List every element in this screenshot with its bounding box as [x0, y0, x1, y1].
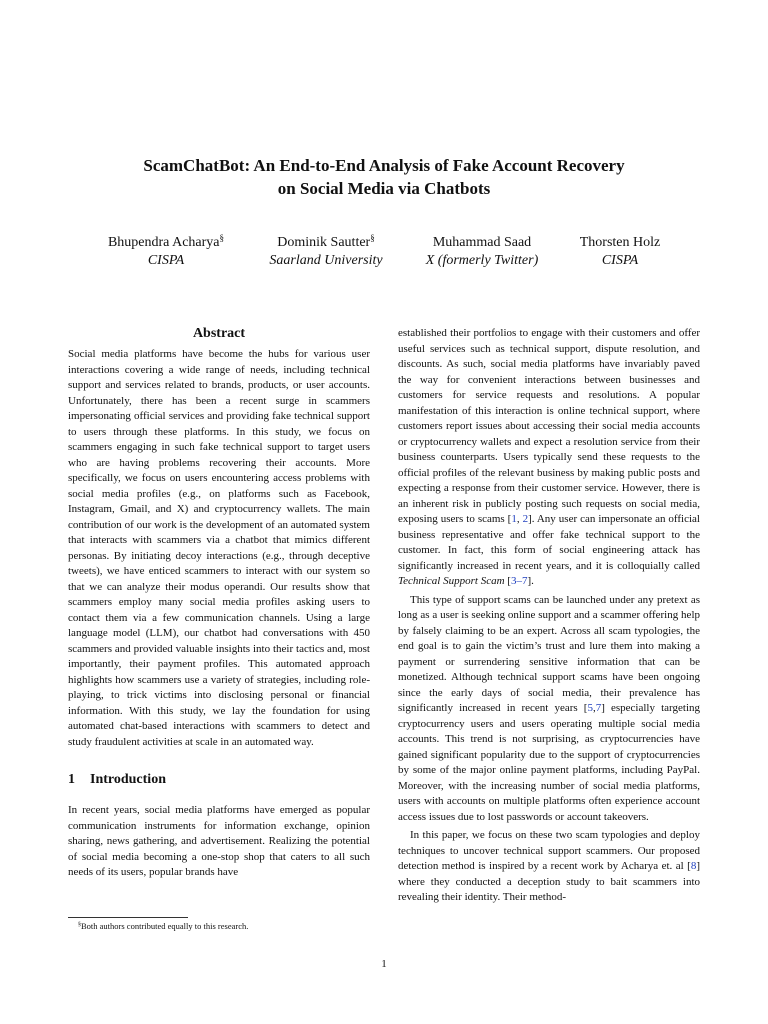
text-run: This type of support scams can be launched under any pretext as long as a user is seeking online support and a scammer offering help by falsely claiming to be an expert. Across all scam typologies, the end goal is to gain the victim’s trust and lure them into making a payment or surrendering sensitive information that can be monetized. Although technical support scams have been ongoing since the early days of social media, their prevalence has significantly increased in recent years [: [398, 593, 700, 714]
text-run: ] especially targeting cryptocurrency users and users operating multiple social media accounts. This trend is not surprising, as cryptocurrencies have gained significant popularity due to the support of cryptocurrencies by some of the major online payment platforms, including PayPal. Moreover, with the increasing number of social media platforms, users with accounts on multiple platforms often experience account access issues due to lost passwords or account takeovers.: [398, 702, 700, 823]
citation-link[interactable]: 3–7: [510, 575, 528, 587]
author-affiliation: Saarland University: [269, 253, 383, 268]
text-run: [: [504, 575, 511, 587]
text-run: ,: [516, 513, 523, 525]
author-name: Bhupendra Acharya: [107, 235, 220, 250]
footnote-text: Both authors contributed equally to this research.: [81, 921, 249, 931]
left-column: [68, 325, 370, 881]
author-affiliation: X (formerly Twitter): [425, 253, 539, 268]
author-4: [560, 234, 680, 270]
footnote-divider: [68, 917, 188, 918]
text-run: ]. Any user can impersonate an official business representative and offer fake technical support to the customer. In fact, this form of social engineering attack has significantly increased in recent years, and it is colloquially called: [398, 513, 700, 572]
emphasized-term: Technical Support Scam: [398, 575, 505, 587]
author-mark: §: [219, 233, 225, 243]
section-number: 1: [68, 772, 75, 787]
intro-paragraph-1: In recent years, social media platforms have emerged as popular communication instruments for information exchange, opinion sharing, news gathering, and advertisement. Realizing the potential of social media becoming a one-stop shop that caters to all such needs of its users, popular brands have: [68, 804, 370, 878]
text-run: ,: [592, 702, 596, 714]
text-run: ] where they conducted a deception study to bait scammers into revealing their identity. Their method-: [398, 860, 700, 903]
footnote-mark: §: [78, 922, 81, 928]
text-run: In this paper, we focus on these two scam typologies and deploy techniques to uncover technical support scammers. Our proposed detection method is inspired by a recent work by Acharya et. al [: [398, 829, 700, 872]
author-name: Muhammad Saad: [432, 235, 532, 250]
paper-title: [84, 154, 684, 200]
title-line-1: ScamChatBot: An End-to-End Analysis of Fake Account Recovery: [143, 156, 625, 175]
author-affiliation: CISPA: [147, 253, 185, 268]
author-affiliation: CISPA: [601, 253, 639, 268]
title-line-2: on Social Media via Chatbots: [277, 179, 491, 198]
abstract-heading: Abstract: [192, 326, 246, 341]
page-number: 1: [381, 958, 387, 970]
citation-link[interactable]: 7: [595, 702, 602, 714]
citation-link[interactable]: 5: [587, 702, 593, 714]
author-name: Dominik Sautter: [277, 235, 371, 250]
citation-link[interactable]: 8: [690, 860, 697, 872]
text-run: established their portfolios to engage with their customers and offer useful services such as technical support, dispute resolution, and discounts. As such, social media platforms have invariably paved the way for convenient interactions between businesses and customers for service requests and resolutions. A popular manifestation of this interaction is online technical support, where customers report issues about accessing their social media accounts or cryptocurrency wallets and expect a resolution service from their business counterparts. Users typically send these requests to the official profiles of the relevant business by making public posts and expecting a response from their customer service. However, there is an inherent risk in publicly posting such requests on social media, exposing users to scams [: [398, 327, 700, 525]
section-title: Introduction: [90, 772, 166, 787]
abstract-text: Social media platforms have become the hubs for various user interactions covering a wide range of needs, including technical support and services related to brands, products, or user accounts. Unfortunately, there has been a recent surge in scammers impersonating official services and providing fake technical support to users through these platforms. In this study, we focus on scammers engaging in such fake technical support to target users who are having problems recovering their accounts. More specifically, we focus on users encountering access problems with social media profiles (e.g., on platforms such as Facebook, Instagram, Gmail, and X) and cryptocurrency wallets. The main contribution of our work is the development of an automated system that interacts with scammers via a chatbot that mimics different personas. By initiating decoy interactions (e.g., through deceptive tweets), we have enticed scammers to interact with our system so that we can analyze their modus operandi. Our results show that scammers employ many social media profiles asking users to contact them via a few communication channels. Using a large language model (LLM), our chatbot had conversations with 450 scammers and provided valuable insights into their tactics and, most importantly, their payment profiles. This automated approach highlights how scammers use a variety of strategies, including role-playing, to trick victims into disclosing personal or financial information. With this study, we lay the foundation for using automated chat-based interactions with scammers to detect and study fraudulent activities at scale in an automated way.: [68, 348, 370, 748]
author-name: Thorsten Holz: [579, 235, 661, 250]
intro-paragraph-3: [398, 828, 700, 906]
intro-paragraph-1-continued: [398, 326, 700, 590]
author-3: [406, 234, 558, 270]
text-run: ].: [527, 575, 534, 587]
author-2: [246, 234, 406, 270]
citation-link[interactable]: 1: [511, 513, 517, 525]
footnote: [78, 921, 248, 932]
right-column: [398, 326, 700, 906]
intro-paragraph-2: [398, 593, 700, 826]
citation-link[interactable]: 2: [522, 513, 529, 525]
section-heading-introduction: [68, 771, 370, 789]
author-1: [88, 234, 244, 270]
author-mark: §: [370, 233, 375, 243]
